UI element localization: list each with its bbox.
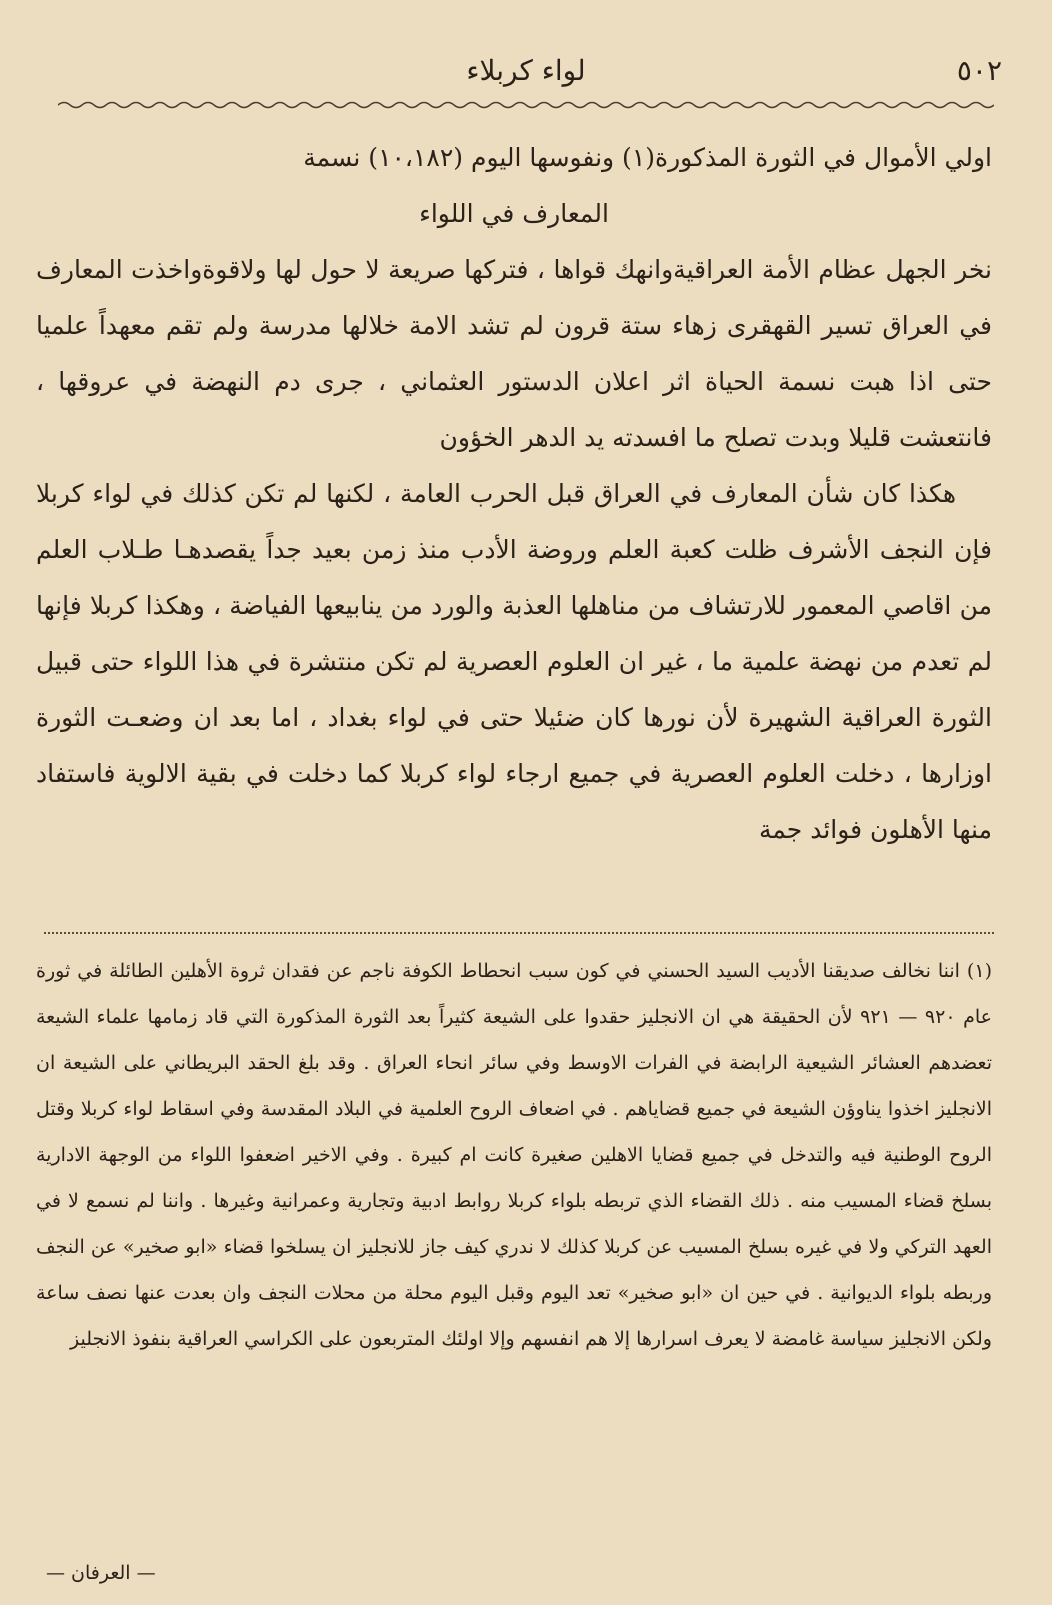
page-number: ٥٠٢ xyxy=(956,54,1002,87)
paragraph-1: نخر الجهل عظام الأمة العراقيةوانهك قواها ، فتركها صريعة لا حول لها ولاقوةواخذت المعارف في العراق تسير القهقرى زهاء ستة قرون لم تشد الامة خلالها مدرسة ولم تقم معهداً علميا حتى اذا هبت نسمة الحياة اثر اعلان الدستور العثماني ، جرى دم النهضة في عروقها ، فانتعشت قليلا وبدت تصلح ما افسدته يد الدهر الخؤون xyxy=(36,255,992,452)
wavy-line-ornament xyxy=(58,100,994,110)
footnote-text: (١) اننا نخالف صديقنا الأديب السيد الحسني في كون سبب انحطاط الكوفة ناجم عن فقدان ثروة الأهلين الطائلة في ثورة عام ٩٢٠ — ٩٢١ لأن الحقيقة هي ان الانجليز حقدوا على الشيعة كثيراً بعد الثورة المذكورة التي قاد زمامها علماء الشيعة تعضدهم العشائر الشيعية الرابضة في الفرات الاوسط وفي سائر انحاء العراق . وقد بلغ الحقد البريطاني على الشيعة ان الانجليز اخذوا يناوؤن الشيعة في جميع قضاياهم . في اضعاف الروح العلمية في البلاد المقدسة وفي اسقاط لواء كربلا وقتل الروح الوطنية فيه والتدخل في جميع قضايا الاهلين صغيرة كانت ام كبيرة . وفي الاخير اضعفوا اللواء من الوجهة الادارية بسلخ قضاء المسيب منه . ذلك القضاء الذي تربطه بلواء كربلا روابط ادبية وتجارية وعمرانية وغيرها . واننا لم نسمع لا في العهد التركي ولا في غيره بسلخ المسيب عن كربلا كذلك لا ندري كيف جاز للانجليز ان يسلخوا قضاء «ابو صخير» عن النجف وربطه بلواء الديوانية . في حين ان «ابو صخير» تعد اليوم وقبل اليوم محلة من محلات النجف وان بعدت عنها نصف ساعة ولكن الانجليز سياسة غامضة لا يعرف اسرارها إلا هم انفسهم وإلا اولئك المتربعون على الكراسي العراقية بنفوذ الانجليز xyxy=(36,960,992,1350)
footnote-separator xyxy=(44,932,994,934)
header-wavy-rule xyxy=(58,100,994,110)
running-title: لواء كربلاء xyxy=(466,54,586,87)
footnote-signature: — العرفان — xyxy=(46,1562,156,1584)
main-text xyxy=(36,130,992,858)
footnote xyxy=(36,948,992,1362)
section-heading: المعارف في اللواء xyxy=(419,199,609,228)
page-header xyxy=(40,40,1012,90)
paragraph-2: هكذا كان شأن المعارف في العراق قبل الحرب العامة ، لكنها لم تكن كذلك في لواء كربلا فإن النجف الأشرف ظلت كعبة العلم وروضة الأدب منذ زمن بعيد جداً يقصدهـا طـلاب العلم من اقاصي المعمور للارتشاف من مناهلها العذبة والورد من ينابيعها الفياضة ، وهكذا كربلا فإنها لم تعدم من نهضة علمية ما ، غير ان العلوم العصرية لم تكن منتشرة في هذا اللواء حتى قبيل الثورة العراقية الشهيرة لأن نورها كان ضئيلا حتى في لواء بغداد ، اما بعد ان وضعـت الثورة اوزارها ، دخلت العلوم العصرية في جميع ارجاء لواء كربلا كما دخلت في بقية الالوية فاستفاد منها الأهلون فوائد جمة xyxy=(36,479,992,844)
opening-line: اولي الأموال في الثورة المذكورة(١) ونفوسها اليوم (١٠،١٨٢) نسمة xyxy=(303,143,992,172)
